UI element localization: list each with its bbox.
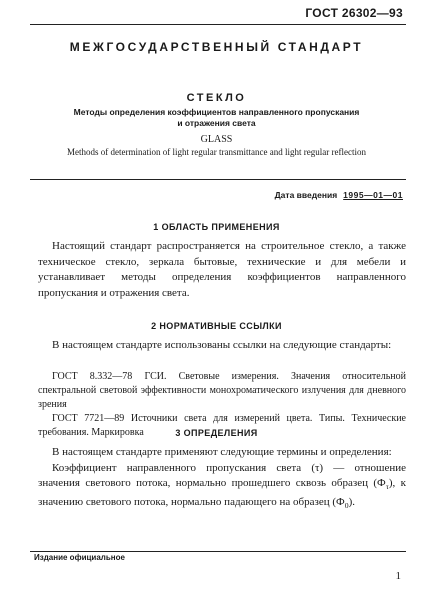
title-en-subtitle: Methods of determination of light regular transmittance and light regular reflection: [67, 147, 366, 157]
section-1-heading: 1 ОБЛАСТЬ ПРИМЕНЕНИЯ: [153, 222, 280, 232]
title-ru-subtitle-line2: и отражения света: [177, 118, 256, 128]
title-ru-main: СТЕКЛО: [186, 92, 247, 104]
paragraph: Настоящий стандарт распространяется на строительное стекло, а также техническое стекло, зеркала бытовые, технические и для мебели и устанавливает методы определения коэффициентов направленного пропускания и отражения света.: [38, 240, 406, 299]
header-rule: [30, 24, 406, 25]
reference-gost-8332: ГОСТ 8.332—78 ГСИ. Световые измерения. Значения относительной спектральной световой эффективности монохроматического излучения для дневного зрения: [38, 371, 406, 410]
page-number: 1: [395, 570, 401, 582]
section-1-body: [38, 239, 406, 301]
section-2-body: [38, 338, 406, 354]
section-3-body: [38, 445, 406, 513]
title-ru-subtitle: [0, 107, 433, 129]
footer-rule: [30, 551, 406, 552]
title-ru-subtitle-line1: Методы определения коэффициентов направленного пропускания: [73, 107, 360, 117]
intro-date-value: 1995—01—01: [343, 190, 403, 200]
gost-number: ГОСТ 26302—93: [305, 6, 403, 20]
section-3-heading: 3 ОПРЕДЕЛЕНИЯ: [175, 428, 258, 438]
paragraph: В настоящем стандарте использованы ссылки на следующие стандарты:: [52, 339, 392, 351]
paragraph: В настоящем стандарте применяют следующие термины и определения:: [52, 446, 392, 458]
definition-transmittance: Коэффициент направленного пропускания света (τ) — отношение значения светового потока, нормально прошедшего сквозь образец $(Ф_\tau)$, к значению светового потока, нормально падающего на образец $(Ф_0)$.: [38, 461, 406, 510]
intro-date: [275, 190, 403, 200]
section-2-heading: 2 НОРМАТИВНЫЕ ССЫЛКИ: [151, 321, 282, 331]
title-en-main: GLASS: [200, 134, 233, 145]
title-rule: [30, 179, 406, 180]
official-edition-label: Издание официальное: [34, 553, 125, 562]
reference-gost-7721: ГОСТ 7721—89 Источники света для измерений цвета. Типы. Технические требования. Маркировка: [38, 413, 406, 438]
standard-type: МЕЖГОСУДАРСТВЕННЫЙ СТАНДАРТ: [69, 40, 364, 54]
intro-date-label: Дата введения: [274, 190, 338, 200]
